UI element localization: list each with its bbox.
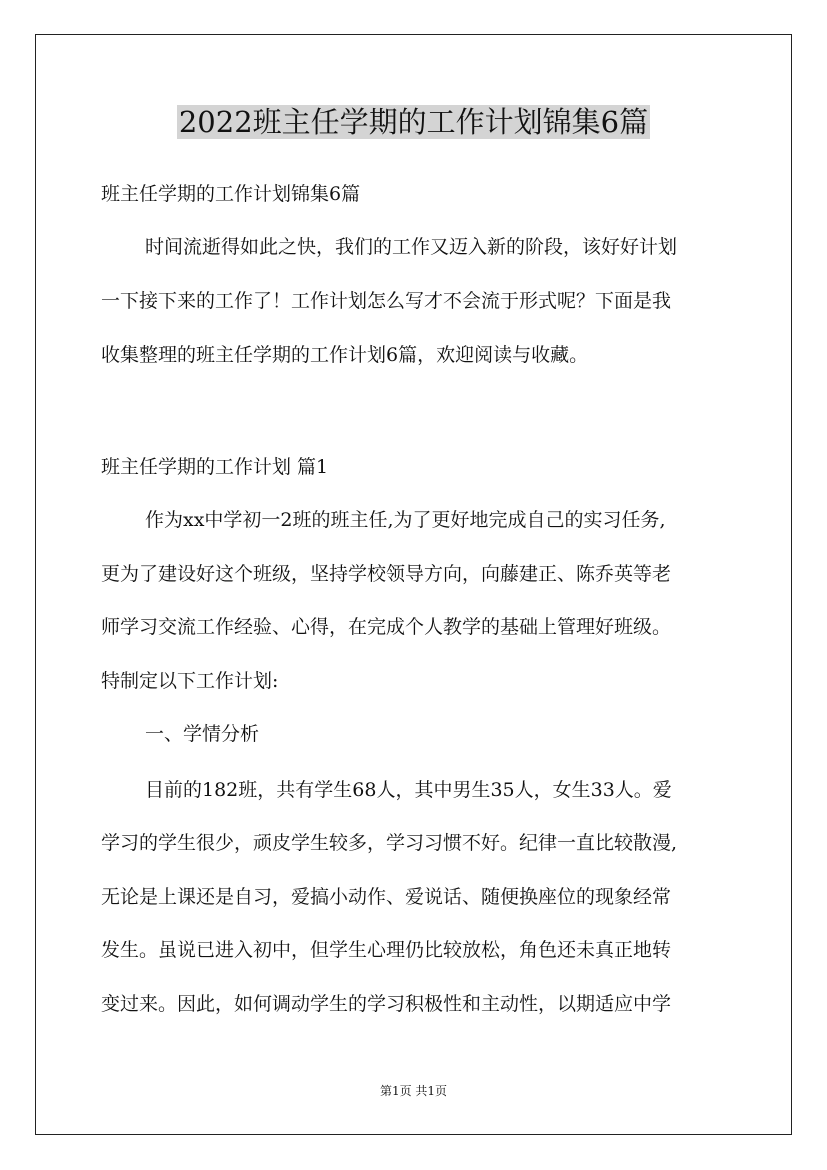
para2-line-5: 变过来。因此，如何调动学生的学习积极性和主动性，以期适应中学 (101, 993, 672, 1015)
document-subtitle: 班主任学期的工作计划锦集6篇 (101, 183, 361, 205)
para2-line-3: 无论是上课还是自习，爱搞小动作、爱说话、随便换座位的现象经常 (101, 886, 672, 908)
intro-line-2: 一下接下来的工作了！工作计划怎么写才不会流于形式呢？下面是我 (101, 290, 672, 312)
para2-line-4: 发生。虽说已进入初中，但学生心理仍比较放松，角色还未真正地转 (101, 939, 672, 961)
page-footer: 第1页 共1页 (379, 1084, 448, 1098)
intro-line-3: 收集整理的班主任学期的工作计划6篇，欢迎阅读与收藏。 (101, 344, 589, 366)
section-heading: 班主任学期的工作计划 篇1 (101, 456, 329, 478)
para1-line-4: 特制定以下工作计划: (101, 670, 279, 692)
subheading: 一、学情分析 (145, 723, 260, 745)
para2-line-2: 学习的学生很少，顽皮学生较多，学习习惯不好。纪律一直比较散漫, (101, 832, 678, 854)
para1-line-1: 作为xx中学初一2班的班主任,为了更好地完成自己的实习任务, (145, 509, 666, 531)
para1-line-3: 师学习交流工作经验、心得，在完成个人教学的基础上管理好班级。 (101, 616, 672, 638)
document-title (0, 100, 827, 144)
para1-line-2: 更为了建设好这个班级，坚持学校领导方向，向藤建正、陈乔英等老 (101, 563, 672, 585)
para2-line-1: 目前的182班，共有学生68人，其中男生35人，女生33人。爱 (145, 779, 672, 801)
document-title-text: 2022班主任学期的工作计划锦集6篇 (178, 105, 649, 139)
intro-line-1: 时间流逝得如此之快，我们的工作又迈入新的阶段，该好好计划 (145, 236, 678, 258)
